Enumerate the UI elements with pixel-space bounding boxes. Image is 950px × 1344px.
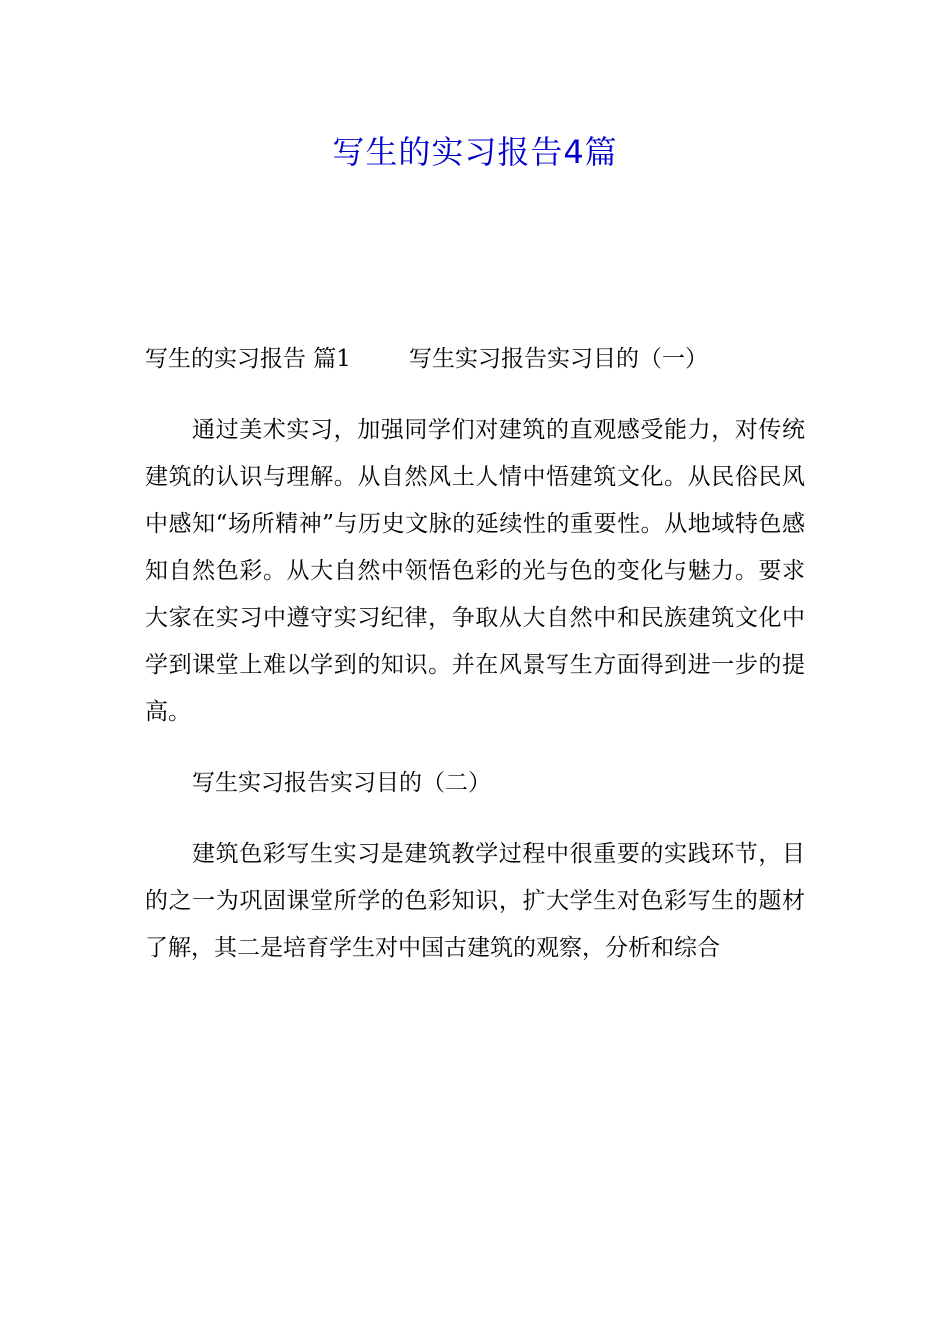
sub-heading-2: 写生实习报告实习目的（二） (192, 770, 491, 796)
section-heading: 写生的实习报告 篇1 (145, 346, 351, 372)
document-title: 写生的实习报告4篇 (332, 133, 618, 171)
section-heading-line (145, 336, 805, 383)
sub-heading-1: 写生实习报告实习目的（一） (408, 346, 708, 372)
document-body (145, 336, 805, 996)
paragraph-2: 建筑色彩写生实习是建筑教学过程中很重要的实践环节，目的之一为巩固课堂所学的色彩知识，扩大学生对色彩写生的题材了解，其二是培育学生对中国古建筑的观察，分析和综合 (145, 841, 805, 961)
paragraph-1: 通过美术实习，加强同学们对建筑的直观感受能力，对传统建筑的认识与理解。从自然风土人情中悟建筑文化。从民俗民风中感知“场所精神”与历史文脉的延续性的重要性。从地域特色感知自然色彩。从大自然中领悟色彩的光与色的变化与魅力。要求大家在实习中遵守实习纪律，争取从大自然中和民族建筑文化中学到课堂上难以学到的知识。并在风景写生方面得到进一步的提高。 (145, 417, 805, 725)
